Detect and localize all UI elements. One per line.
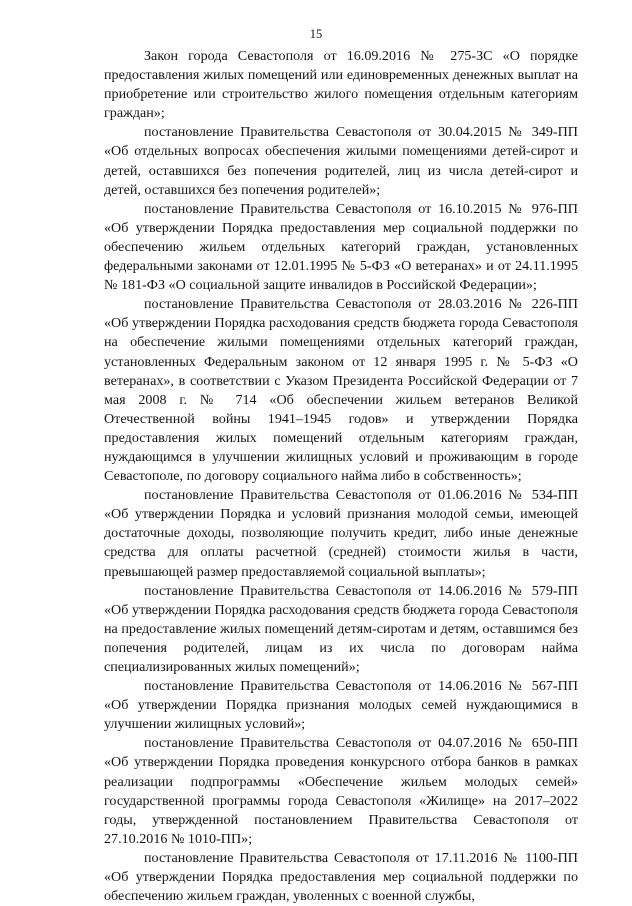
- paragraph-resolution-1100-pp: постановление Правительства Севастополя от 17.11.2016 № 1100-ПП «Об утверждении Порядка предоставления мер социальной поддержки по обеспечению жильем граждан, уволенных с военной службы,: [104, 849, 578, 905]
- paragraph-resolution-650-pp: постановление Правительства Севастополя от 04.07.2016 № 650-ПП «Об утверждении Порядка проведения конкурсного отбора банков в рамках реализации подпрограммы «Обеспечение жильем молодых семей» государственной программы города Севастополя «Жилище» на 2017–2022 годы, утвержденной постановлением Правительства Севастополя от 27.10.2016 № 1010-ПП»;: [104, 735, 578, 847]
- paragraph-resolution-579-pp: постановление Правительства Севастополя от 14.06.2016 № 579-ПП «Об утверждении Порядка расходования средств бюджета города Севастополя на предоставление жилых помещений детям-сиротам и детям, оставшимся без попечения родителей, лицам из их числа по договорам найма специализированных жилых помещений»;: [104, 582, 578, 675]
- paragraph-resolution-534-pp: постановление Правительства Севастополя от 01.06.2016 № 534-ПП «Об утверждении Порядка и условий признания молодой семьи, имеющей достаточные доходы, позволяющие получить кредит, либо иные денежные средства для оплаты расчетной (средней) стоимости жилья в части, превышающей размер предоставляемой социальной выплаты»;: [104, 487, 578, 580]
- document-body: [104, 47, 578, 906]
- paragraph-resolution-226-pp: постановление Правительства Севастополя от 28.03.2016 № 226-ПП «Об утверждении Порядка расходования средств бюджета города Севастополя на обеспечение жилыми помещениями отдельных категорий граждан, установленных Федеральным законом от 12 января 1995 г. № 5-ФЗ «О ветеранах», в соответствии с Указом Президента Российской Федерации от 7 мая 2008 г. № 714 «Об обеспечении жильем ветеранов Великой Отечественной войны 1941–1945 годов» и утверждении Порядка предоставления жилых помещений отдельным категориям граждан, нуждающимся в улучшении жилищных условий и проживающим в городе Севастополе, по договору социального найма либо в собственность»;: [104, 296, 578, 485]
- paragraph-law-275-zs: Закон города Севастополя от 16.09.2016 № 275-ЗС «О порядке предоставления жилых помещений или единовременных денежных выплат на приобретение или строительство жилого помещения отдельным категориям граждан»;: [104, 48, 578, 122]
- paragraph-resolution-349-pp: постановление Правительства Севастополя от 30.04.2015 № 349-ПП «Об отдельных вопросах обеспечения жилыми помещениями детей-сирот и детей, оставшихся без попечения родителей, лиц из числа детей-сирот и детей, оставшихся без попечения родителей»;: [104, 124, 578, 198]
- paragraph-resolution-976-pp: постановление Правительства Севастополя от 16.10.2015 № 976-ПП «Об утверждении Порядка предоставления мер социальной поддержки по обеспечению жильем отдельных категорий граждан, установленных федеральными законами от 12.01.1995 № 5-ФЗ «О ветеранах» и от 24.11.1995 № 181-ФЗ «О социальной защите инвалидов в Российской Федерации»;: [104, 200, 578, 294]
- paragraph-resolution-567-pp: постановление Правительства Севастополя от 14.06.2016 № 567-ПП «Об утверждении Порядка признания молодых семей нуждающимися в улучшении жилищных условий»;: [104, 678, 578, 733]
- page-number: 15: [309, 27, 323, 41]
